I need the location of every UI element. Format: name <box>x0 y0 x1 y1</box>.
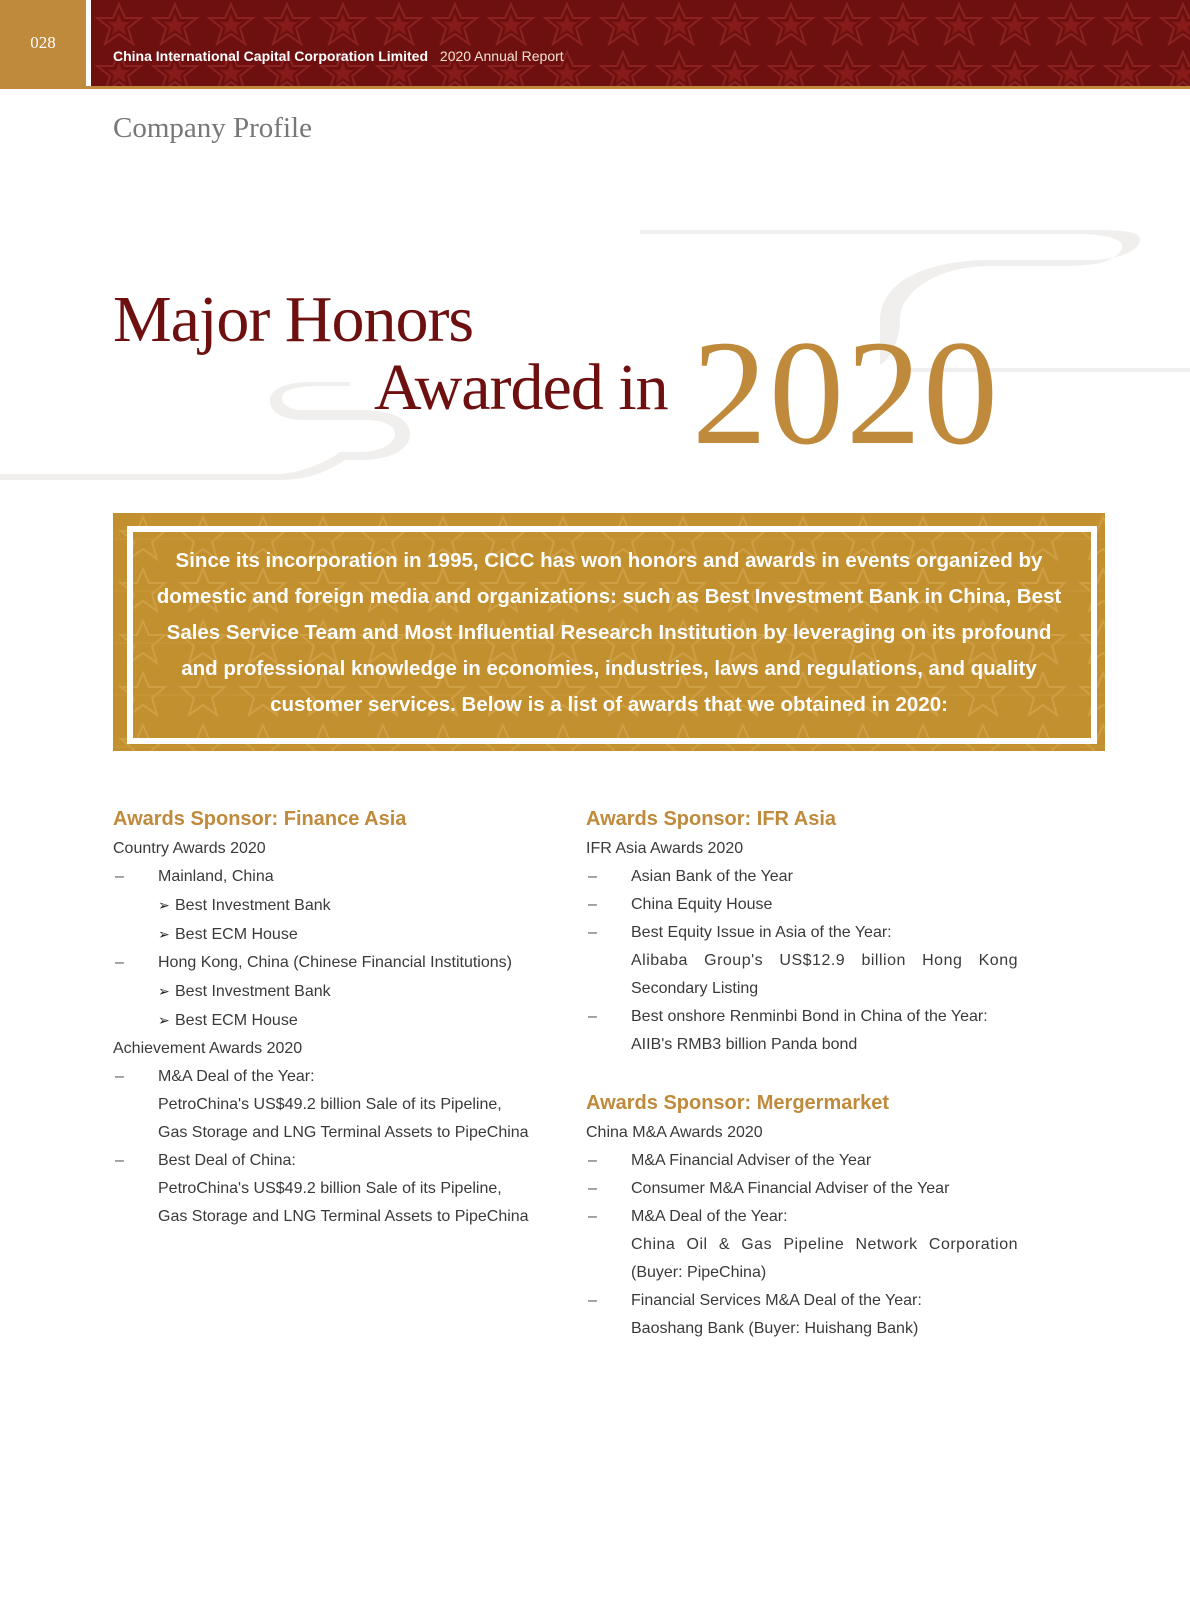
award-description: Alibaba Group's US$12.9 billion Hong Kong <box>631 952 1018 969</box>
award-item-label: China Equity House <box>631 896 773 913</box>
award-category: Achievement Awards 2020 <box>113 1040 303 1057</box>
dash-bullet: – <box>588 1180 597 1197</box>
award-item <box>113 863 553 891</box>
dash-bullet: – <box>588 1292 597 1309</box>
award-subitem <box>113 977 553 1006</box>
award-item-label: Mainland, China <box>158 868 274 885</box>
header-band <box>91 0 1190 86</box>
award-item <box>113 949 553 977</box>
award-item-label: Best Deal of China: <box>158 1152 296 1169</box>
page-number: 028 <box>30 33 56 52</box>
award-item <box>586 1203 1018 1231</box>
arrow-bullet-icon: ➢ <box>158 983 170 999</box>
intro-text: Since its incorporation in 1995, CICC has won honors and awards in events organized by domestic and foreign media and organizations: such as Best Investment Bank in China, Best Sales Service Team and Most Influential Research Institution by leveraging on its profound and professional knowledge in economies, industries, laws and regulations, and quality customer services. Below is a list of awards that we obtained in 2020: <box>156 549 1062 716</box>
award-description: PetroChina's US$49.2 billion Sale of its Pipeline, <box>158 1180 502 1197</box>
sponsor-heading: Awards Sponsor: Finance Asia <box>113 808 407 830</box>
header-pattern <box>91 0 1190 86</box>
award-item-label: Consumer M&A Financial Adviser of the Year <box>631 1180 950 1197</box>
award-item <box>586 1147 1018 1175</box>
page-number-box <box>0 0 86 86</box>
title-line2: Awarded in <box>374 351 668 424</box>
award-subitem-label: Best Investment Bank <box>175 897 331 914</box>
award-subitem-label: Best Investment Bank <box>175 983 331 1000</box>
award-item <box>113 1063 553 1091</box>
award-item <box>586 1175 1018 1203</box>
intro-box <box>113 513 1105 751</box>
dash-bullet: – <box>115 1152 124 1169</box>
award-description: Gas Storage and LNG Terminal Assets to PipeChina <box>158 1124 529 1141</box>
award-description: PetroChina's US$49.2 billion Sale of its Pipeline, <box>158 1096 502 1113</box>
dash-bullet: – <box>115 868 124 885</box>
arrow-bullet-icon: ➢ <box>158 1012 170 1028</box>
award-category: China M&A Awards 2020 <box>586 1124 763 1141</box>
award-item-label: M&A Financial Adviser of the Year <box>631 1152 872 1169</box>
dash-bullet: – <box>588 1152 597 1169</box>
award-item-label: Hong Kong, China (Chinese Financial Institutions) <box>158 954 512 971</box>
award-item <box>586 891 1018 919</box>
dash-bullet: – <box>588 1008 597 1025</box>
dash-bullet: – <box>115 954 124 971</box>
award-category: Country Awards 2020 <box>113 840 266 857</box>
award-description: Gas Storage and LNG Terminal Assets to PipeChina <box>158 1208 529 1225</box>
award-subitem-label: Best ECM House <box>175 926 298 943</box>
dash-bullet: – <box>588 1208 597 1225</box>
award-item-label: Asian Bank of the Year <box>631 868 793 885</box>
award-description: (Buyer: PipeChina) <box>631 1264 767 1281</box>
header-report: 2020 Annual Report <box>439 48 564 64</box>
award-description: Baoshang Bank (Buyer: Huishang Bank) <box>631 1320 919 1337</box>
title-line1: Major Honors <box>113 283 474 356</box>
dash-bullet: – <box>115 1068 124 1085</box>
award-item-label: Best onshore Renminbi Bond in China of the Year: <box>631 1008 988 1025</box>
dash-bullet: – <box>588 868 597 885</box>
award-item <box>586 863 1018 891</box>
award-category: IFR Asia Awards 2020 <box>586 840 744 857</box>
award-item <box>113 1147 553 1175</box>
sponsor-heading: Awards Sponsor: IFR Asia <box>586 808 837 830</box>
award-item-label: M&A Deal of the Year: <box>158 1068 315 1085</box>
header-rule <box>0 86 1190 89</box>
award-item-label: Financial Services M&A Deal of the Year: <box>631 1292 922 1309</box>
award-item <box>586 1287 1018 1315</box>
award-item <box>586 1003 1018 1031</box>
left-column <box>113 805 553 1231</box>
award-subitem-label: Best ECM House <box>175 1012 298 1029</box>
award-description: Secondary Listing <box>631 980 759 997</box>
award-subitem <box>113 1006 553 1035</box>
award-subitem <box>113 920 553 949</box>
arrow-bullet-icon: ➢ <box>158 897 170 913</box>
right-column <box>586 805 1018 1343</box>
award-description: China Oil & Gas Pipeline Network Corporation <box>631 1236 1018 1253</box>
award-subitem <box>113 891 553 920</box>
title-year: 2020 <box>692 310 1000 476</box>
dash-bullet: – <box>588 896 597 913</box>
header-text <box>113 48 564 64</box>
award-item <box>586 919 1018 947</box>
section-spacer <box>586 1059 1018 1089</box>
header-company: China International Capital Corporation Limited <box>113 48 429 64</box>
sponsor-heading: Awards Sponsor: Mergermarket <box>586 1092 890 1114</box>
arrow-bullet-icon: ➢ <box>158 926 170 942</box>
award-item-label: M&A Deal of the Year: <box>631 1208 788 1225</box>
award-item-label: Best Equity Issue in Asia of the Year: <box>631 924 892 941</box>
award-description: AIIB's RMB3 billion Panda bond <box>631 1036 858 1053</box>
dash-bullet: – <box>588 924 597 941</box>
section-title: Company Profile <box>113 112 312 144</box>
